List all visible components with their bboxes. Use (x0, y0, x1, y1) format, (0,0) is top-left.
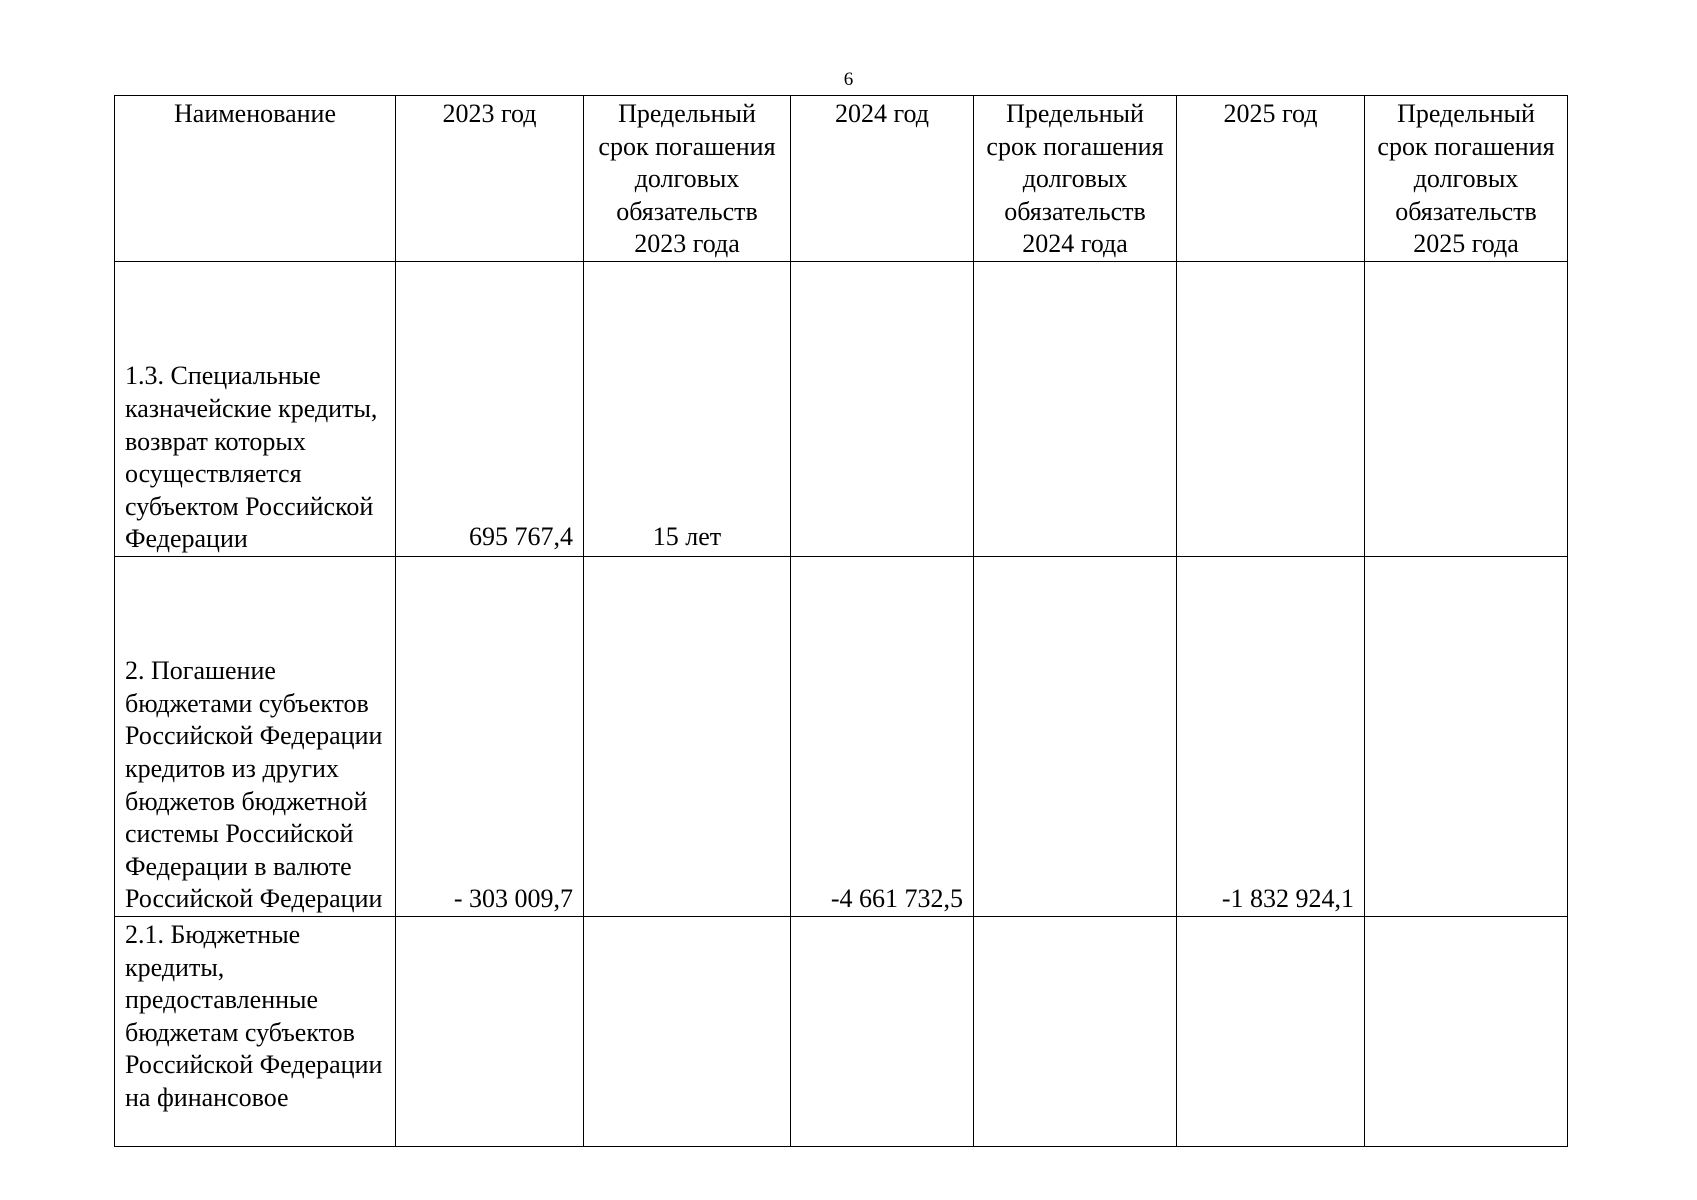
term-2023-cell: 15 лет (584, 261, 791, 556)
table-header-row (115, 96, 1568, 262)
header-name: Наименование (115, 96, 396, 262)
header-term-2023: Предельный срок погашения долговых обязательств 2023 года (584, 96, 791, 262)
term-2024-cell (974, 556, 1177, 916)
term-2023-cell (584, 916, 791, 1146)
value-2023-cell (396, 916, 584, 1146)
row-name-cell: 2.1. Бюджетные кредиты, предоставленные бюджетам субъектов Российской Федерации на финансовое (115, 916, 396, 1146)
row-name-cell: 1.3. Специальные казначейские кредиты, возврат которых осуществляется субъектом Российской Федерации (115, 261, 396, 556)
term-2025-cell (1365, 556, 1568, 916)
row-name-cell: 2. Погашение бюджетами субъектов Российской Федерации кредитов из других бюджетов бюджетной системы Российской Федерации в валюте Российской Федерации (115, 556, 396, 916)
term-2023-cell (584, 556, 791, 916)
value-2024-cell (791, 916, 974, 1146)
value-2025-cell: -1 832 924,1 (1177, 556, 1365, 916)
budget-credits-table (114, 95, 1568, 1147)
header-term-2025: Предельный срок погашения долговых обязательств 2025 года (1365, 96, 1568, 262)
value-2024-cell: -4 661 732,5 (791, 556, 974, 916)
table-row (115, 916, 1568, 1146)
value-2025-cell (1177, 261, 1365, 556)
table-row (115, 261, 1568, 556)
value-2023-cell: 695 767,4 (396, 261, 584, 556)
header-term-2024: Предельный срок погашения долговых обязательств 2024 года (974, 96, 1177, 262)
term-2024-cell (974, 261, 1177, 556)
term-2024-cell (974, 916, 1177, 1146)
value-2024-cell (791, 261, 974, 556)
value-2023-cell: - 303 009,7 (396, 556, 584, 916)
table-row (115, 556, 1568, 916)
value-2025-cell (1177, 916, 1365, 1146)
header-2023: 2023 год (396, 96, 584, 262)
page-number: 6 (843, 69, 854, 90)
header-2025: 2025 год (1177, 96, 1365, 262)
header-2024: 2024 год (791, 96, 974, 262)
term-2025-cell (1365, 916, 1568, 1146)
term-2025-cell (1365, 261, 1568, 556)
